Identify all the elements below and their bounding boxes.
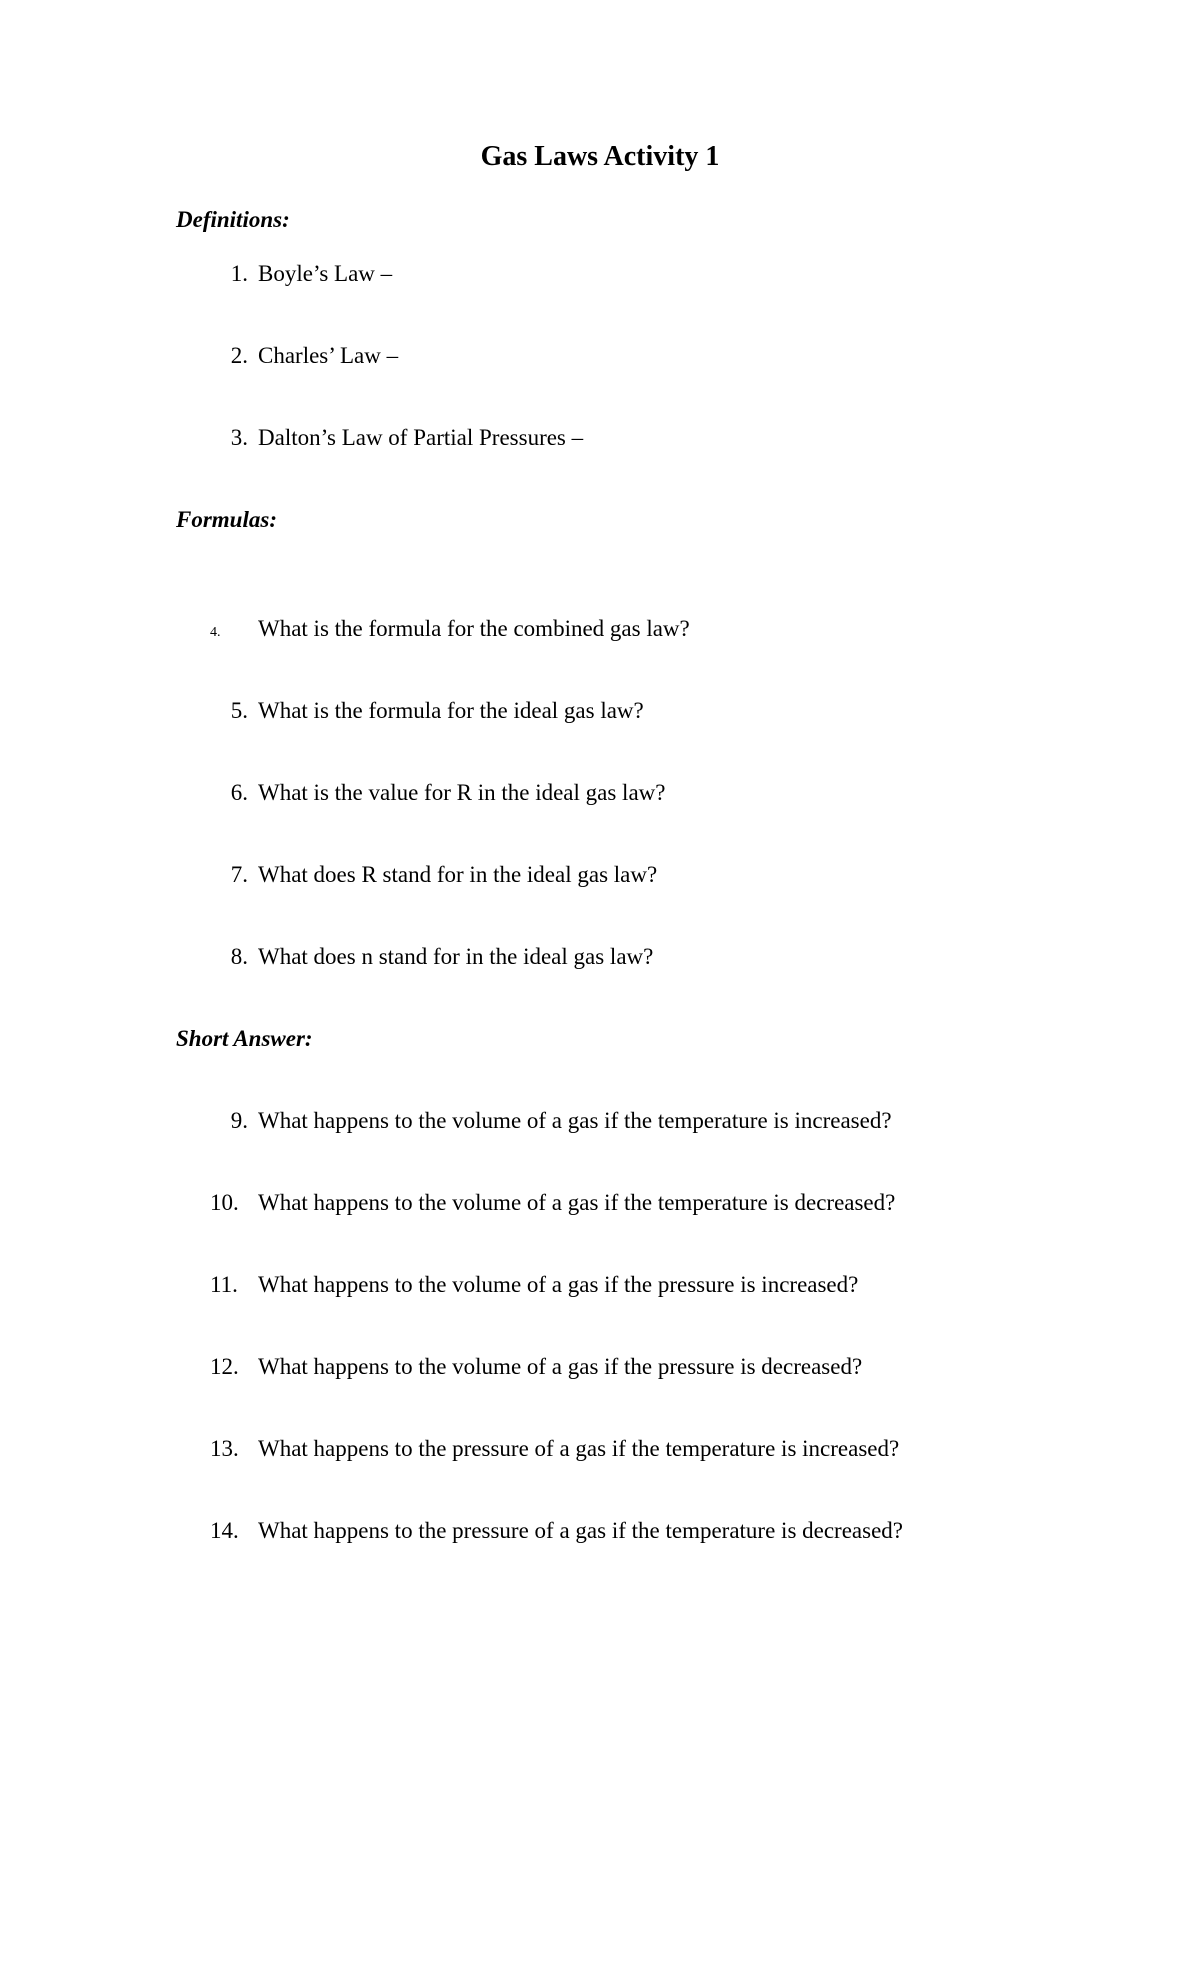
item-text: Boyle’s Law –	[258, 261, 393, 286]
item-number: 7.	[230, 862, 248, 887]
item-text: What is the value for R in the ideal gas law?	[258, 780, 666, 805]
item-number: 5.	[230, 698, 248, 723]
item-number: 1.	[230, 261, 248, 286]
item-text: What is the formula for the ideal gas law?	[258, 698, 644, 723]
item-number: 10.	[210, 1190, 239, 1215]
item-number: 9.	[230, 1108, 248, 1133]
page-title: Gas Laws Activity 1	[480, 141, 720, 172]
item-text: What happens to the volume of a gas if the pressure is decreased?	[258, 1354, 863, 1379]
item-number: 2.	[230, 343, 248, 368]
formula-item-7	[210, 861, 657, 889]
definition-item-2	[210, 342, 398, 370]
item-number: 12.	[210, 1354, 239, 1379]
formulas-heading: Formulas:	[176, 507, 277, 532]
item-text: What does n stand for in the ideal gas law?	[258, 944, 654, 969]
item-text: What is the formula for the combined gas law?	[258, 616, 690, 641]
short-answer-item-11	[210, 1271, 858, 1299]
formula-item-5	[210, 697, 644, 725]
short-answer-item-12	[210, 1353, 862, 1381]
item-number: 6.	[230, 780, 248, 805]
item-number: 8.	[230, 944, 248, 969]
short-answer-heading: Short Answer:	[176, 1026, 313, 1051]
item-number: 13.	[210, 1436, 239, 1461]
definition-item-1	[210, 260, 392, 288]
formula-item-6	[210, 779, 665, 807]
item-number: 14.	[210, 1518, 239, 1543]
item-number: 11.	[210, 1272, 238, 1297]
definition-item-3	[210, 424, 583, 452]
formula-item-4	[210, 615, 690, 647]
item-text: What does R stand for in the ideal gas law?	[258, 862, 658, 887]
item-number: 3.	[230, 425, 248, 450]
formula-item-8	[210, 943, 653, 971]
item-text: What happens to the volume of a gas if the temperature is increased?	[258, 1108, 892, 1133]
item-text: What happens to the volume of a gas if the temperature is decreased?	[258, 1190, 896, 1215]
short-answer-item-10	[210, 1189, 895, 1217]
short-answer-item-9	[210, 1107, 892, 1135]
short-answer-item-13	[210, 1435, 899, 1463]
definitions-heading: Definitions:	[176, 207, 290, 232]
item-text: Charles’ Law –	[258, 343, 399, 368]
item-text: What happens to the volume of a gas if the pressure is increased?	[258, 1272, 859, 1297]
item-text: Dalton’s Law of Partial Pressures –	[258, 425, 584, 450]
item-text: What happens to the pressure of a gas if the temperature is decreased?	[258, 1518, 903, 1543]
item-text: What happens to the pressure of a gas if the temperature is increased?	[258, 1436, 900, 1461]
item-number: 4.	[210, 625, 221, 640]
short-answer-item-14	[210, 1517, 903, 1545]
